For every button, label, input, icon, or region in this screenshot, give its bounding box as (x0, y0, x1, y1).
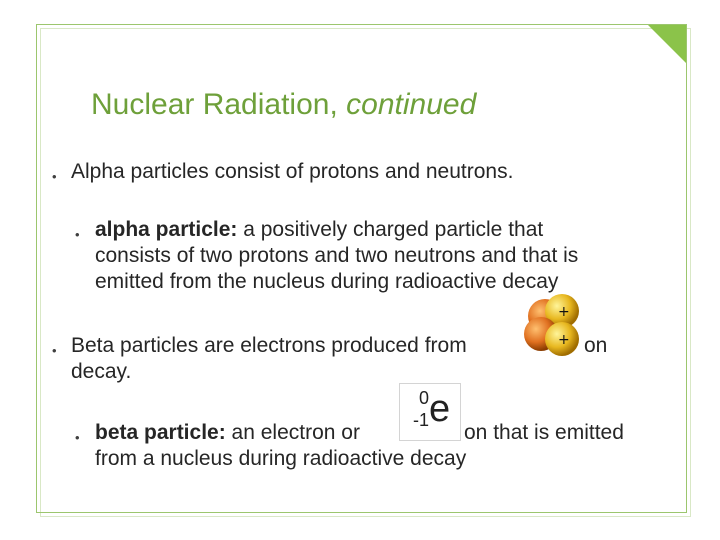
beta-definition-line2: from a nucleus during radioactive decay (95, 447, 467, 470)
alpha-particle-nucleus-image (519, 292, 587, 360)
bullet-marker: • (75, 430, 80, 445)
alpha-definition-line3: emitted from the nucleus during radioactive decay (95, 270, 559, 293)
slide-title (91, 88, 476, 122)
bullet-alpha-intro: Alpha particles consist of protons and neutrons. (71, 160, 514, 183)
mass-number: 0 (419, 388, 430, 408)
beta-intro-tail: on (584, 334, 608, 357)
title-main: Nuclear Radiation, (91, 88, 347, 121)
corner-accent (648, 25, 686, 63)
beta-def-after: on that is emitted (464, 421, 624, 444)
electron-notation-image (399, 383, 461, 441)
beta-def-before: an electron or (225, 421, 360, 444)
proton-charge-label: + (558, 304, 570, 320)
bullet-marker: • (52, 169, 57, 184)
beta-term: beta particle: (95, 421, 226, 444)
alpha-term: alpha particle: (95, 218, 238, 241)
proton-charge-label: + (558, 332, 570, 348)
beta-intro-line1: Beta particles are electrons produced from (71, 334, 467, 357)
alpha-def-part1: a positively charged particle that (237, 218, 544, 241)
bullet-marker: • (75, 227, 80, 242)
alpha-definition-line2: consists of two protons and two neutrons and that is (95, 244, 579, 267)
electron-symbol: e (429, 388, 451, 430)
beta-definition-line1 (95, 420, 360, 446)
title-emphasis: continued (346, 88, 477, 121)
alpha-definition-line1 (95, 217, 543, 243)
bullet-marker: • (52, 343, 57, 358)
charge-number: -1 (413, 410, 430, 430)
beta-intro-line2: decay. (71, 360, 132, 383)
